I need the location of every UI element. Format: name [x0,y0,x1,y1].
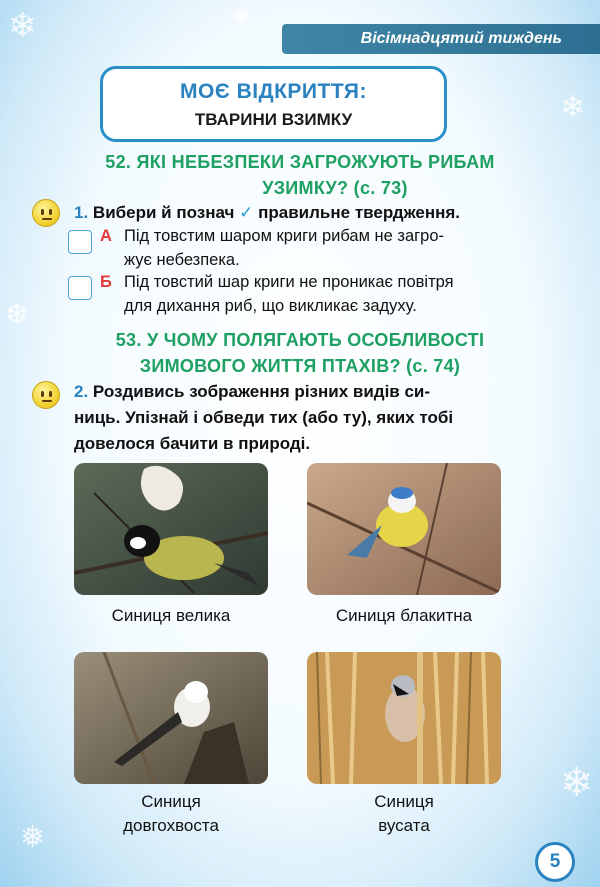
blue-tit-caption [307,604,501,628]
bearded-reedling-photo[interactable] [307,652,501,784]
section-52-heading [40,149,560,201]
option-a-line2: жує небезпека. [124,251,240,269]
task-2-line1-text: Роздивись зображення різних видів си- [92,382,431,401]
week-label: Вісімнадцятий тиждень [360,30,562,47]
task-1-number: 1. [74,203,89,222]
bearded-reedling-caption-line1: Синиця [374,792,434,811]
week-header-bar [282,24,600,54]
long-tailed-tit-caption [74,790,268,838]
smiley-icon [32,199,60,227]
option-b-checkbox[interactable] [68,276,92,300]
section-53-line2: ЗИМОВОГО ЖИТТЯ ПТАХІВ? (с. 74) [139,356,461,376]
task-1-instruction [74,201,544,225]
task-2-line1 [74,379,534,405]
option-a-letter: А [100,227,112,245]
task-2-line3: довелося бачити в природі. [74,434,311,453]
smiley-icon [32,381,60,409]
option-b-letter: Б [100,273,112,291]
topic-title-box [100,66,447,142]
section-53-heading [40,327,560,379]
section-52-line2: УЗИМКУ? (с. 73) [262,178,408,198]
task-1-text-after: правильне твердження. [258,203,461,222]
option-a-text [124,224,544,272]
task-2-number: 2. [74,382,89,401]
great-tit-photo[interactable] [74,463,268,595]
great-tit-caption [74,604,268,628]
snowflake-decoration: ❆ [6,300,28,330]
checkmark-icon: ✓ [239,203,254,222]
option-a [68,224,548,274]
long-tailed-tit-caption-line1: Синиця [141,792,201,811]
option-b-text [124,270,544,318]
snowflake-decoration: ❄ [8,6,37,46]
snowflake-decoration: ❄ [560,90,586,125]
task-1-text-before: Вибери й познач [92,203,235,222]
section-53-line1: 53. У ЧОМУ ПОЛЯГАЮТЬ ОСОБЛИВОСТІ [115,330,485,350]
option-b [68,270,548,320]
task-2-instruction [74,379,534,457]
task-2-line2: ниць. Упізнай і обведи тих (або ту), яких тобі [74,408,454,427]
option-b-line2: для дихання риб, що викликає задуху. [124,297,417,315]
snowflake-decoration: ❄ [560,760,594,806]
page-number: 5 [549,851,561,872]
blue-tit-photo[interactable] [307,463,501,595]
topic-subtitle: ТВАРИНИ ВЗИМКУ [194,110,353,129]
blue-tit-caption-line1: Синиця блакитна [335,606,473,625]
long-tailed-tit-caption-line2: довгохвоста [123,816,219,835]
long-tailed-tit-photo[interactable] [74,652,268,784]
snowflake-decoration: ❅ [230,2,251,30]
page-number-badge [535,842,575,882]
option-a-checkbox[interactable] [68,230,92,254]
bearded-reedling-caption-line2: вусата [378,816,430,835]
great-tit-caption-line1: Синиця велика [111,606,231,625]
snowflake-decoration: ❅ [20,820,46,855]
option-a-line1: Під товстим шаром криги рибам не загро- [124,227,444,245]
topic-title: МОЄ ВІДКРИТТЯ: [180,80,367,103]
section-52-line1: 52. ЯКІ НЕБЕЗПЕКИ ЗАГРОЖУЮТЬ РИБАМ [105,152,495,172]
bearded-reedling-caption [307,790,501,838]
option-b-line1: Під товстий шар криги не проникає повітря [124,273,454,291]
